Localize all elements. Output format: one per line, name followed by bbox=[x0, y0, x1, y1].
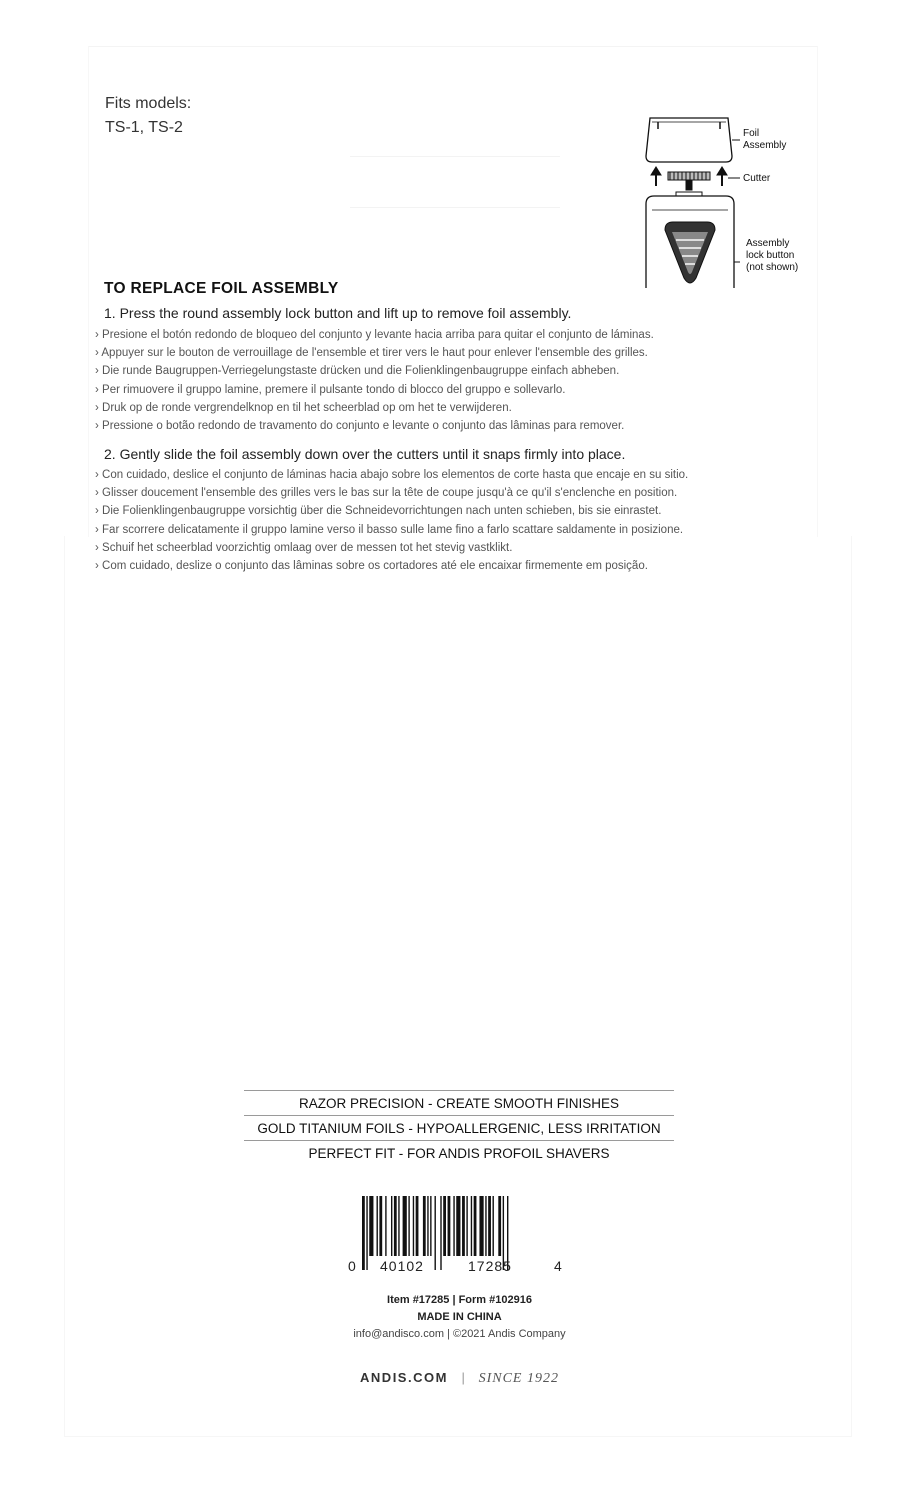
step-2-translation-es: › Con cuidado, deslice el conjunto de láminas hacia abajo sobre los elementos de corte hasta que encaje en su sitio. bbox=[95, 469, 689, 481]
step-2-translation-pt: › Com cuidado, deslize o conjunto das lâminas sobre os cortadores até ele encaixar firmemente em posição. bbox=[95, 559, 648, 572]
barcode-bar bbox=[471, 1196, 472, 1256]
barcode-bar bbox=[448, 1196, 451, 1256]
barcode-bar bbox=[488, 1196, 491, 1256]
step-1-translation-nl: › Druk op de ronde vergrendelknop en til het scheerblad op om het te verwijderen. bbox=[95, 401, 512, 414]
barcode-bar bbox=[462, 1196, 465, 1256]
feature-item: RAZOR PRECISION - CREATE SMOOTH FINISHES bbox=[244, 1090, 674, 1115]
fits-models-list: TS-1, TS-2 bbox=[105, 119, 183, 136]
step-1-instruction: 1. Press the round assembly lock button and lift up to remove foil assembly. bbox=[104, 305, 572, 321]
feature-item: PERFECT FIT - FOR ANDIS PROFOIL SHAVERS bbox=[244, 1140, 674, 1165]
barcode-bar bbox=[430, 1196, 431, 1256]
item-form-numbers: Item #17285 | Form #102916 bbox=[387, 1294, 532, 1306]
barcode-bar bbox=[498, 1196, 501, 1256]
cutter-label: Cutter bbox=[743, 173, 771, 184]
brand-separator: | bbox=[461, 1370, 465, 1385]
barcode-digit-check: 4 bbox=[554, 1258, 562, 1274]
barcode-bar bbox=[493, 1196, 494, 1256]
barcode-bar bbox=[394, 1196, 397, 1256]
barcode-bar bbox=[362, 1196, 365, 1270]
barcode-bar bbox=[453, 1196, 454, 1256]
barcode-bar bbox=[427, 1196, 428, 1256]
brand-website: ANDIS.COM bbox=[360, 1370, 448, 1385]
barcode-bar bbox=[479, 1196, 483, 1256]
barcode-bar bbox=[377, 1196, 378, 1256]
barcode-icon bbox=[340, 1196, 580, 1280]
step-1-translation-pt: › Pressione o botão redondo de travamento do conjunto e levante o conjunto das lâminas para remover. bbox=[95, 419, 625, 432]
contact-copyright: info@andisco.com | ©2021 Andis Company bbox=[353, 1328, 566, 1340]
lock-label-line3: (not shown) bbox=[746, 262, 799, 273]
barcode-bar bbox=[440, 1196, 441, 1270]
barcode-bar bbox=[474, 1196, 477, 1256]
barcode-bar bbox=[435, 1196, 436, 1270]
barcode-bar bbox=[366, 1196, 367, 1270]
step-1-translation-de: › Die runde Baugruppen-Verriegelungstaste drücken und die Folienklingenbaugruppe einfach abheben. bbox=[95, 365, 620, 378]
barcode-bar bbox=[385, 1196, 386, 1256]
fits-models bbox=[105, 92, 191, 140]
fits-models-label: Fits models: bbox=[105, 95, 192, 112]
brand-line bbox=[0, 1370, 919, 1387]
barcode-bar bbox=[423, 1196, 426, 1256]
barcode-bar bbox=[416, 1196, 419, 1256]
foil-label-line2: Assembly bbox=[743, 140, 787, 151]
barcode-bar bbox=[398, 1196, 399, 1256]
step-2-translation-fr: › Glisser doucement l'ensemble des grilles vers le bas sur la tête de coupe jusqu'à ce qu'il s'enclenche en position. bbox=[95, 487, 678, 500]
brand-since: SINCE 1922 bbox=[478, 1371, 559, 1386]
lock-label-line1: Assembly bbox=[746, 238, 790, 249]
step-2-instruction: 2. Gently slide the foil assembly down over the cutters until it snaps firmly into place. bbox=[104, 446, 626, 462]
foil-replacement-diagram bbox=[632, 112, 822, 292]
foil-label-line1: Foil bbox=[743, 128, 760, 139]
barcode-bar bbox=[369, 1196, 373, 1256]
section-heading: TO REPLACE FOIL ASSEMBLY bbox=[104, 280, 339, 297]
faint-label-area bbox=[350, 156, 560, 208]
barcode-bar bbox=[391, 1196, 392, 1256]
barcode-digits-right: 17285 bbox=[468, 1258, 512, 1274]
step-2-translation-it: › Far scorrere delicatamente il gruppo lamine verso il basso sulle lame fino a farlo scattare saldamente in posizione. bbox=[95, 523, 684, 536]
barcode-bar bbox=[485, 1196, 486, 1256]
barcode-digits-left: 40102 bbox=[380, 1258, 424, 1274]
country-of-origin: MADE IN CHINA bbox=[417, 1311, 502, 1323]
barcode-bar bbox=[413, 1196, 414, 1256]
barcode-bar bbox=[456, 1196, 460, 1256]
step-2-translations bbox=[95, 466, 795, 575]
step-1-translation-fr: › Appuyer sur le bouton de verrouillage de l'ensemble et tirer vers le haut pour enlever l'ensemble des grilles. bbox=[95, 347, 648, 360]
feature-list bbox=[244, 1090, 674, 1165]
barcode-bar bbox=[403, 1196, 407, 1256]
barcode-bar bbox=[379, 1196, 382, 1256]
step-1-translations bbox=[95, 326, 795, 435]
feature-item: GOLD TITANIUM FOILS - HYPOALLERGENIC, LESS IRRITATION bbox=[244, 1115, 674, 1140]
lock-label-line2: lock button bbox=[746, 250, 795, 261]
barcode bbox=[340, 1196, 580, 1280]
barcode-bar bbox=[466, 1196, 467, 1256]
step-1-translation-it: › Per rimuovere il gruppo lamine, premere il pulsante tondo di blocco del gruppo e sollevarlo. bbox=[95, 383, 566, 396]
step-2-translation-nl: › Schuif het scheerblad voorzichtig omlaag over de messen tot het stevig vastklikt. bbox=[95, 541, 513, 554]
barcode-bar bbox=[408, 1196, 409, 1256]
step-1-translation-es: › Presione el botón redondo de bloqueo del conjunto y levante hacia arriba para quitar el conjunto de láminas. bbox=[95, 329, 654, 341]
barcode-digit-system: 0 bbox=[348, 1258, 356, 1274]
step-2-translation-de: › Die Folienklingenbaugruppe vorsichtig über die Schneidevorrichtungen nach unten schieben, bis sie einrastet. bbox=[95, 505, 662, 518]
barcode-bar bbox=[443, 1196, 446, 1256]
